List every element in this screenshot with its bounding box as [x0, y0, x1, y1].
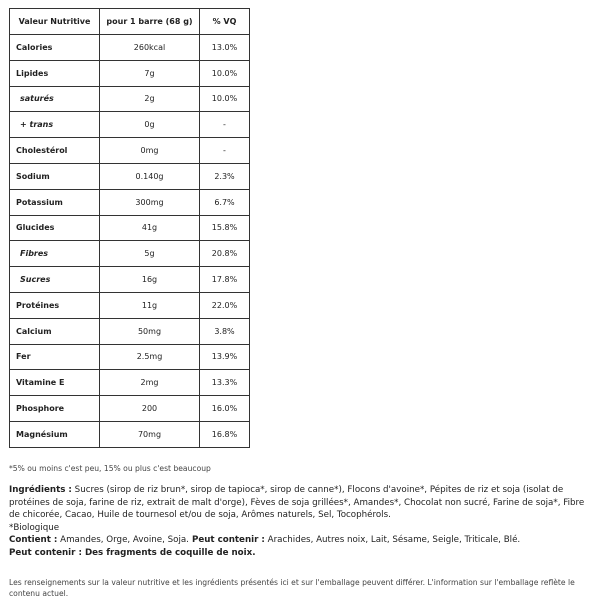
- nutrient-daily-value: 13.3%: [200, 370, 250, 396]
- nutrient-amount: 2.5mg: [100, 344, 200, 370]
- nutrient-name: Phosphore: [10, 396, 100, 422]
- nutrient-amount: 200: [100, 396, 200, 422]
- ingredients-section: [9, 484, 594, 559]
- nutrient-name: Magnésium: [10, 421, 100, 447]
- nutrient-daily-value: 10.0%: [200, 86, 250, 112]
- table-row: [10, 318, 250, 344]
- nut-shell-warning: [9, 547, 594, 560]
- nutrient-daily-value: 15.8%: [200, 215, 250, 241]
- nutrient-name: saturés: [10, 86, 100, 112]
- daily-value-footnote: *5% ou moins c'est peu, 15% ou plus c'est beaucoup: [9, 464, 211, 473]
- nutrient-daily-value: -: [200, 138, 250, 164]
- nutrient-amount: 50mg: [100, 318, 200, 344]
- nut-shell-warning-text: Peut contenir : Des fragments de coquille de noix.: [9, 547, 256, 558]
- nutrient-amount: 0mg: [100, 138, 200, 164]
- nutrient-daily-value: 16.8%: [200, 421, 250, 447]
- nutrient-name: Cholestérol: [10, 138, 100, 164]
- nutrient-name: Fer: [10, 344, 100, 370]
- header-nutrient: Valeur Nutritive: [10, 9, 100, 35]
- table-row: [10, 215, 250, 241]
- nutrient-daily-value: 10.0%: [200, 60, 250, 86]
- nutrient-daily-value: 3.8%: [200, 318, 250, 344]
- ingredients-label: Ingrédients :: [9, 485, 72, 495]
- contient-label: Contient :: [9, 535, 58, 545]
- table-row: [10, 370, 250, 396]
- nutrient-name: Lipides: [10, 60, 100, 86]
- peut-contenir-text: Arachides, Autres noix, Lait, Sésame, Seigle, Triticale, Blé.: [264, 535, 521, 545]
- nutrient-amount: 16g: [100, 267, 200, 293]
- nutrient-amount: 11g: [100, 292, 200, 318]
- nutrient-daily-value: 16.0%: [200, 396, 250, 422]
- table-row: [10, 344, 250, 370]
- header-daily-value: % VQ: [200, 9, 250, 35]
- nutrient-amount: 5g: [100, 241, 200, 267]
- nutrient-name: Glucides: [10, 215, 100, 241]
- nutrient-daily-value: 17.8%: [200, 267, 250, 293]
- nutrition-facts-table: [9, 8, 250, 448]
- nutrient-daily-value: 2.3%: [200, 163, 250, 189]
- nutrient-amount: 260kcal: [100, 35, 200, 61]
- nutrient-daily-value: -: [200, 112, 250, 138]
- table-row: [10, 189, 250, 215]
- table-row: [10, 292, 250, 318]
- table-row: [10, 163, 250, 189]
- nutrient-name: Fibres: [10, 241, 100, 267]
- table-row: [10, 396, 250, 422]
- nutrient-name: + trans: [10, 112, 100, 138]
- nutrient-amount: 0.140g: [100, 163, 200, 189]
- table-row: [10, 421, 250, 447]
- table-row: [10, 35, 250, 61]
- nutrient-daily-value: 20.8%: [200, 241, 250, 267]
- nutrient-amount: 2g: [100, 86, 200, 112]
- table-row: [10, 241, 250, 267]
- nutrient-daily-value: 22.0%: [200, 292, 250, 318]
- nutrient-amount: 7g: [100, 60, 200, 86]
- nutrient-amount: 70mg: [100, 421, 200, 447]
- header-amount: pour 1 barre (68 g): [100, 9, 200, 35]
- ingredients-text: Sucres (sirop de riz brun*, sirop de tapioca*, sirop de canne*), Flocons d'avoine*, Pépites de riz et soja (isolat de protéines de soja, farine de riz, extrait de malt d'orge), Fèves de soja grillées*, Amandes*, Chocolat non sucré, Farine de soja*, Fibre de chicorée, Cacao, Huile de tournesol et/ou de soja, Arômes naturels, Sel, Tocophérols.: [9, 485, 585, 520]
- nutrient-name: Vitamine E: [10, 370, 100, 396]
- nutrient-name: Sodium: [10, 163, 100, 189]
- nutrient-name: Protéines: [10, 292, 100, 318]
- table-header-row: [10, 9, 250, 35]
- peut-contenir-label: Peut contenir :: [188, 535, 265, 545]
- nutrient-name: Calories: [10, 35, 100, 61]
- table-row: [10, 138, 250, 164]
- nutrient-name: Calcium: [10, 318, 100, 344]
- disclaimer-text: Les renseignements sur la valeur nutritive et les ingrédients présentés ici et sur l'emballage peuvent différer. L'information sur l'emballage reflète le contenu actuel.: [9, 578, 575, 598]
- nutrient-amount: 41g: [100, 215, 200, 241]
- nutrient-amount: 2mg: [100, 370, 200, 396]
- nutrient-amount: 300mg: [100, 189, 200, 215]
- nutrient-daily-value: 6.7%: [200, 189, 250, 215]
- contient-text: Amandes, Orge, Avoine, Soja.: [57, 535, 189, 545]
- table-row: [10, 60, 250, 86]
- table-row: [10, 86, 250, 112]
- nutrient-name: Potassium: [10, 189, 100, 215]
- nutrient-daily-value: 13.9%: [200, 344, 250, 370]
- table-row: [10, 267, 250, 293]
- nutrient-amount: 0g: [100, 112, 200, 138]
- table-row: [10, 112, 250, 138]
- ingredients-paragraph: [9, 484, 594, 522]
- contient-line: [9, 534, 594, 547]
- organic-note: *Biologique: [9, 522, 60, 533]
- nutrient-daily-value: 13.0%: [200, 35, 250, 61]
- nutrient-name: Sucres: [10, 267, 100, 293]
